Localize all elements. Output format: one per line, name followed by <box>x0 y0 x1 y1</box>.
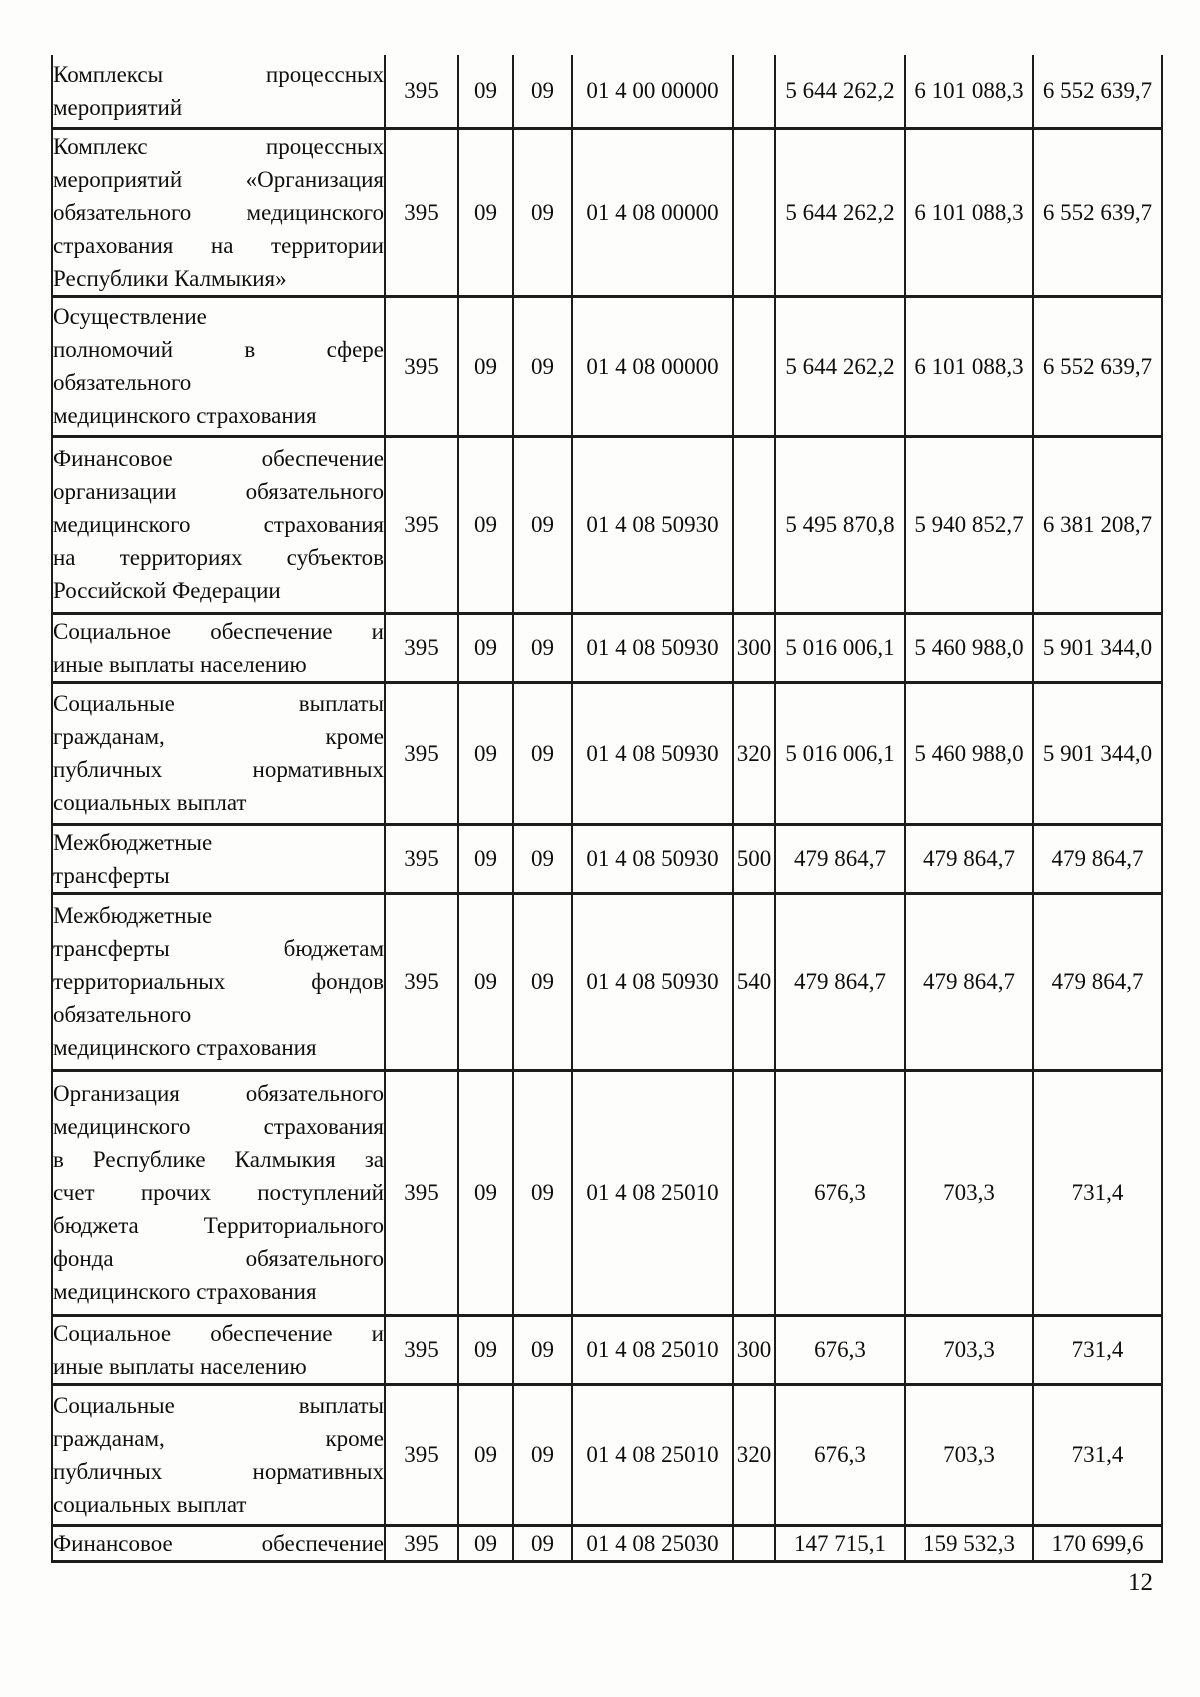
row-title-line: трансферты бюджетам <box>53 936 384 961</box>
razdel-cell: 09 <box>458 55 513 128</box>
amount-cell-2: 703,3 <box>905 1315 1033 1384</box>
amount-cell-1: 676,3 <box>775 1315 905 1384</box>
razdel-cell: 09 <box>458 893 513 1070</box>
amount-cell-2: 5 940 852,7 <box>905 436 1033 613</box>
razdel-cell: 09 <box>458 128 513 296</box>
table-row <box>52 1315 1162 1384</box>
row-title-cell <box>52 1525 385 1561</box>
grbs-code-cell: 395 <box>385 128 458 296</box>
row-title-line: трансферты <box>53 862 170 888</box>
table-row <box>52 893 1162 1070</box>
vr-code-cell: 320 <box>733 1384 775 1525</box>
amount-cell-3: 731,4 <box>1033 1315 1162 1384</box>
podrazdel-cell: 09 <box>513 682 572 824</box>
vr-code-cell <box>733 1070 775 1315</box>
amount-cell-2: 159 532,3 <box>905 1525 1033 1561</box>
csr-code-cell: 01 4 08 50930 <box>572 682 733 824</box>
podrazdel-cell: 09 <box>513 55 572 128</box>
row-title-line: медицинского страхования <box>53 403 317 428</box>
amount-cell-3: 6 552 639,7 <box>1033 55 1162 128</box>
grbs-code-cell: 395 <box>385 613 458 682</box>
budget-table <box>51 55 1163 1563</box>
vr-code-cell: 540 <box>733 893 775 1070</box>
amount-cell-1: 5 644 262,2 <box>775 128 905 296</box>
row-title-line: гражданам, кроме <box>53 1425 384 1451</box>
csr-code-cell: 01 4 08 25010 <box>572 1384 733 1525</box>
table-row <box>52 1384 1162 1525</box>
row-title-line: иные выплаты населению <box>53 651 307 677</box>
amount-cell-2: 5 460 988,0 <box>905 682 1033 824</box>
row-title-line: Социальное обеспечение и <box>53 618 384 644</box>
row-title-line: медицинского страхования <box>53 1114 384 1139</box>
podrazdel-cell: 09 <box>513 893 572 1070</box>
amount-cell-2: 6 101 088,3 <box>905 128 1033 296</box>
row-title-line: в Республике Калмыкия за <box>53 1147 384 1172</box>
row-title-cell <box>52 55 385 128</box>
amount-cell-1: 676,3 <box>775 1070 905 1315</box>
amount-cell-1: 147 715,1 <box>775 1525 905 1561</box>
row-title-cell <box>52 893 385 1070</box>
grbs-code-cell: 395 <box>385 682 458 824</box>
row-title-cell <box>52 824 385 893</box>
amount-cell-2: 703,3 <box>905 1384 1033 1525</box>
row-title-line: обязательного <box>53 1002 192 1027</box>
table-row <box>52 613 1162 682</box>
vr-code-cell: 300 <box>733 1315 775 1384</box>
csr-code-cell: 01 4 08 50930 <box>572 893 733 1070</box>
amount-cell-2: 479 864,7 <box>905 893 1033 1070</box>
razdel-cell: 09 <box>458 824 513 893</box>
table-row <box>52 436 1162 613</box>
podrazdel-cell: 09 <box>513 824 572 893</box>
table-row <box>52 682 1162 824</box>
csr-code-cell: 01 4 08 25010 <box>572 1070 733 1315</box>
amount-cell-1: 479 864,7 <box>775 893 905 1070</box>
amount-cell-3: 6 552 639,7 <box>1033 296 1162 436</box>
table-row <box>52 128 1162 296</box>
csr-code-cell: 01 4 00 00000 <box>572 55 733 128</box>
vr-code-cell: 300 <box>733 613 775 682</box>
table-row <box>52 1525 1162 1561</box>
row-title-cell <box>52 613 385 682</box>
razdel-cell: 09 <box>458 1525 513 1561</box>
csr-code-cell: 01 4 08 50930 <box>572 436 733 613</box>
row-title-line: счет прочих поступлений <box>53 1180 384 1205</box>
row-title-line: Межбюджетные <box>53 903 213 928</box>
row-title-line: Осуществление <box>53 304 207 329</box>
amount-cell-3: 5 901 344,0 <box>1033 613 1162 682</box>
grbs-code-cell: 395 <box>385 296 458 436</box>
row-title-line: Социальные выплаты <box>53 691 384 716</box>
grbs-code-cell: 395 <box>385 1525 458 1561</box>
row-title-line: Организация обязательного <box>53 1081 384 1106</box>
razdel-cell: 09 <box>458 613 513 682</box>
row-title-line: полномочий в сфере <box>53 337 384 362</box>
row-title-line: социальных выплат <box>53 1491 247 1517</box>
row-title-line: организации обязательного <box>53 479 384 504</box>
csr-code-cell: 01 4 08 25010 <box>572 1315 733 1384</box>
amount-cell-3: 479 864,7 <box>1033 824 1162 893</box>
amount-cell-1: 5 644 262,2 <box>775 296 905 436</box>
row-title-line: публичных нормативных <box>53 757 384 782</box>
amount-cell-2: 5 460 988,0 <box>905 613 1033 682</box>
row-title-line: медицинского страхования <box>53 1035 317 1060</box>
table-row <box>52 824 1162 893</box>
grbs-code-cell: 395 <box>385 436 458 613</box>
vr-code-cell <box>733 55 775 128</box>
razdel-cell: 09 <box>458 296 513 436</box>
podrazdel-cell: 09 <box>513 613 572 682</box>
row-title-cell <box>52 1384 385 1525</box>
row-title-line: Финансовое обеспечение <box>53 1530 384 1556</box>
grbs-code-cell: 395 <box>385 824 458 893</box>
csr-code-cell: 01 4 08 50930 <box>572 613 733 682</box>
amount-cell-3: 731,4 <box>1033 1384 1162 1525</box>
vr-code-cell <box>733 436 775 613</box>
vr-code-cell <box>733 296 775 436</box>
row-title-cell <box>52 1070 385 1315</box>
row-title-line: на территориях субъектов <box>53 545 384 570</box>
grbs-code-cell: 395 <box>385 1070 458 1315</box>
row-title-line: мероприятий «Организация <box>53 166 384 192</box>
amount-cell-1: 676,3 <box>775 1384 905 1525</box>
amount-cell-1: 5 644 262,2 <box>775 55 905 128</box>
vr-code-cell: 320 <box>733 682 775 824</box>
row-title-cell <box>52 436 385 613</box>
row-title-line: Финансовое обеспечение <box>53 446 384 471</box>
grbs-code-cell: 395 <box>385 893 458 1070</box>
amount-cell-1: 5 495 870,8 <box>775 436 905 613</box>
podrazdel-cell: 09 <box>513 296 572 436</box>
page-number: 12 <box>1128 1569 1153 1596</box>
row-title-line: Социальное обеспечение и <box>53 1320 384 1346</box>
row-title-line: фонда обязательного <box>53 1246 384 1271</box>
row-title-line: социальных выплат <box>53 790 247 815</box>
row-title-line: обязательного <box>53 370 192 395</box>
grbs-code-cell: 395 <box>385 55 458 128</box>
vr-code-cell <box>733 128 775 296</box>
row-title-line: мероприятий <box>53 94 183 120</box>
amount-cell-2: 479 864,7 <box>905 824 1033 893</box>
row-title-line: бюджета Территориального <box>53 1213 384 1238</box>
row-title-line: медицинского страхования <box>53 512 384 537</box>
amount-cell-3: 731,4 <box>1033 1070 1162 1315</box>
amount-cell-2: 703,3 <box>905 1070 1033 1315</box>
razdel-cell: 09 <box>458 1315 513 1384</box>
row-title-cell <box>52 128 385 296</box>
amount-cell-3: 6 552 639,7 <box>1033 128 1162 296</box>
amount-cell-1: 5 016 006,1 <box>775 682 905 824</box>
table-row <box>52 296 1162 436</box>
vr-code-cell: 500 <box>733 824 775 893</box>
amount-cell-1: 479 864,7 <box>775 824 905 893</box>
table-row <box>52 55 1162 128</box>
row-title-line: страхования на территории <box>53 232 384 258</box>
amount-cell-2: 6 101 088,3 <box>905 296 1033 436</box>
razdel-cell: 09 <box>458 1070 513 1315</box>
amount-cell-3: 5 901 344,0 <box>1033 682 1162 824</box>
csr-code-cell: 01 4 08 50930 <box>572 824 733 893</box>
amount-cell-3: 170 699,6 <box>1033 1525 1162 1561</box>
csr-code-cell: 01 4 08 25030 <box>572 1525 733 1561</box>
podrazdel-cell: 09 <box>513 1315 572 1384</box>
amount-cell-3: 6 381 208,7 <box>1033 436 1162 613</box>
row-title-cell <box>52 296 385 436</box>
razdel-cell: 09 <box>458 1384 513 1525</box>
row-title-line: иные выплаты населению <box>53 1353 307 1379</box>
csr-code-cell: 01 4 08 00000 <box>572 128 733 296</box>
row-title-line: Российской Федерации <box>53 578 281 603</box>
grbs-code-cell: 395 <box>385 1384 458 1525</box>
amount-cell-1: 5 016 006,1 <box>775 613 905 682</box>
podrazdel-cell: 09 <box>513 1525 572 1561</box>
row-title-line: Социальные выплаты <box>53 1392 384 1418</box>
vr-code-cell <box>733 1525 775 1561</box>
row-title-line: Комплекс процессных <box>53 133 384 159</box>
razdel-cell: 09 <box>458 682 513 824</box>
row-title-line: Межбюджетные <box>53 829 213 855</box>
row-title-line: территориальных фондов <box>53 969 384 994</box>
podrazdel-cell: 09 <box>513 1070 572 1315</box>
row-title-cell <box>52 682 385 824</box>
amount-cell-2: 6 101 088,3 <box>905 55 1033 128</box>
razdel-cell: 09 <box>458 436 513 613</box>
podrazdel-cell: 09 <box>513 128 572 296</box>
grbs-code-cell: 395 <box>385 1315 458 1384</box>
row-title-line: гражданам, кроме <box>53 724 384 749</box>
row-title-line: Комплексы процессных <box>53 61 384 87</box>
row-title-line: публичных нормативных <box>53 1458 384 1484</box>
row-title-line: медицинского страхования <box>53 1279 317 1304</box>
row-title-cell <box>52 1315 385 1384</box>
row-title-line: Республики Калмыкия» <box>53 265 287 291</box>
podrazdel-cell: 09 <box>513 1384 572 1525</box>
podrazdel-cell: 09 <box>513 436 572 613</box>
csr-code-cell: 01 4 08 00000 <box>572 296 733 436</box>
table-row <box>52 1070 1162 1315</box>
amount-cell-3: 479 864,7 <box>1033 893 1162 1070</box>
row-title-line: обязательного медицинского <box>53 199 384 225</box>
